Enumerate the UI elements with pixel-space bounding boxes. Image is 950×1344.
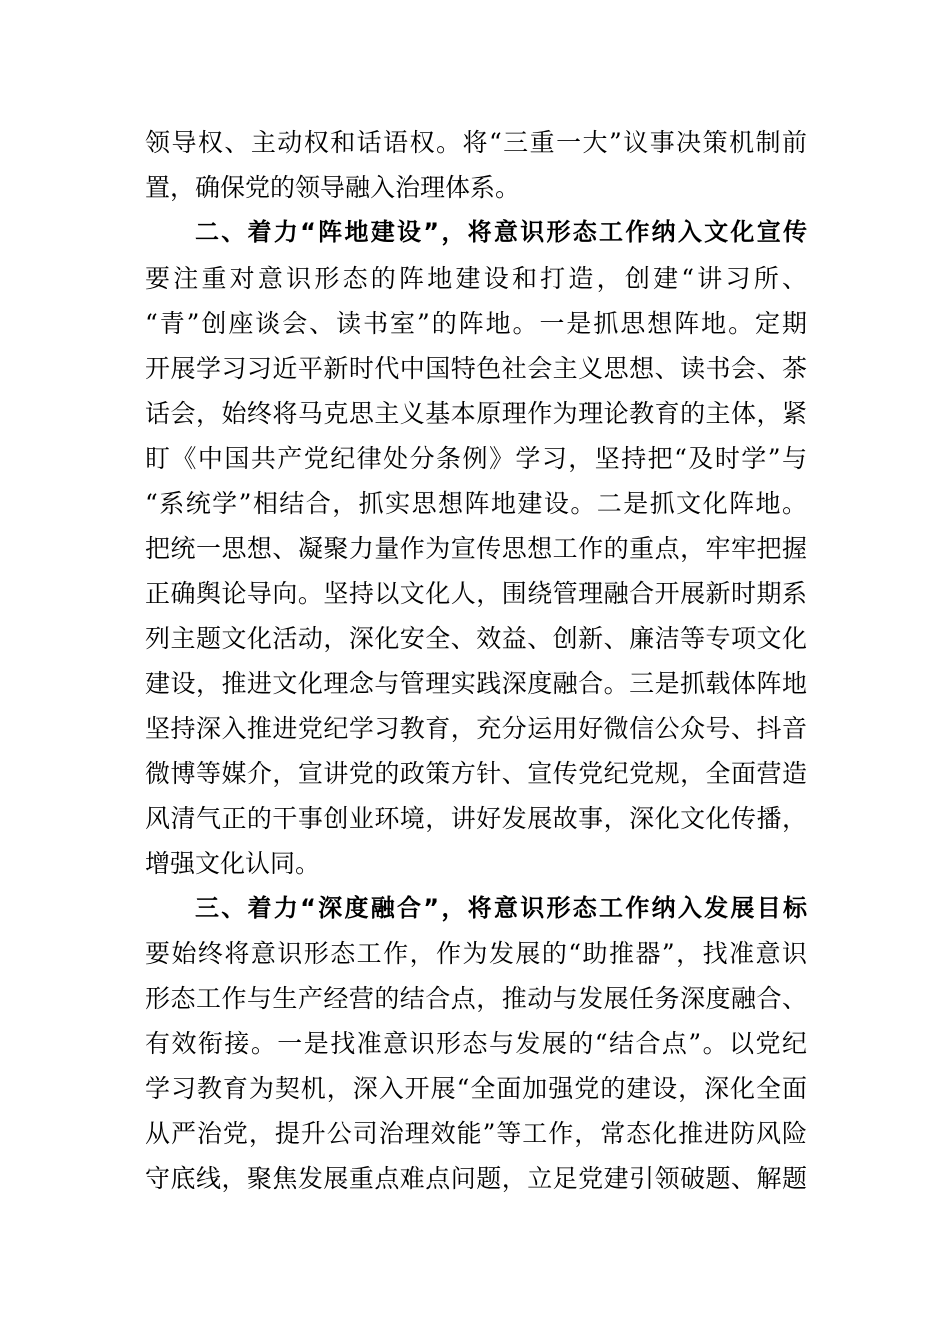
body-text-line: 列主题文化活动，深化安全、效益、创新、廉洁等专项文化 xyxy=(145,624,807,653)
body-text-line: 置，确保党的领导融入治理体系。 xyxy=(145,173,521,202)
body-text-line: 建设，推进文化理念与管理实践深度融合。三是抓载体阵地 xyxy=(145,669,807,698)
body-text-line: 学习教育为契机，深入开展“全面加强党的建设，深化全面 xyxy=(145,1074,807,1103)
body-text-line: 领导权、主动权和话语权。将“三重一大”议事决策机制前 xyxy=(145,128,807,157)
body-text-line: 微博等媒介，宣讲党的政策方针、宣传党纪党规，全面营造 xyxy=(145,759,807,788)
body-text-line: 正确舆论导向。坚持以文化人，围绕管理融合开展新时期系 xyxy=(145,579,807,608)
body-text-line: 风清气正的干事创业环境，讲好发展故事，深化文化传播， xyxy=(145,804,807,833)
body-text-line: 把统一思想、凝聚力量作为宣传思想工作的重点，牢牢把握 xyxy=(145,534,807,563)
body-text-line: 守底线，聚焦发展重点难点问题，立足党建引领破题、解题 xyxy=(145,1164,807,1193)
body-text-line: 盯《中国共产党纪律处分条例》学习，坚持把“及时学”与 xyxy=(145,444,807,473)
body-text-line: 从严治党，提升公司治理效能”等工作，常态化推进防风险 xyxy=(145,1119,807,1148)
body-text-line: “系统学”相结合，抓实思想阵地建设。二是抓文化阵地。 xyxy=(145,489,807,518)
body-text-line: 有效衔接。一是找准意识形态与发展的“结合点”。以党纪 xyxy=(145,1029,807,1058)
section-heading: 二、着力“阵地建设”，将意识形态工作纳入文化宣传 xyxy=(195,218,807,246)
body-text-line: 坚持深入推进党纪学习教育，充分运用好微信公众号、抖音 xyxy=(145,714,807,743)
body-text-line: “青”创座谈会、读书室”的阵地。一是抓思想阵地。定期 xyxy=(145,309,807,338)
section-heading: 三、着力“深度融合”，将意识形态工作纳入发展目标 xyxy=(195,894,807,922)
body-text-line: 开展学习习近平新时代中国特色社会主义思想、读书会、茶 xyxy=(145,354,807,383)
body-text-line: 形态工作与生产经营的结合点，推动与发展任务深度融合、 xyxy=(145,984,807,1013)
body-text-line: 要注重对意识形态的阵地建设和打造，创建“讲习所、 xyxy=(145,264,807,293)
body-text-line: 增强文化认同。 xyxy=(145,849,321,878)
body-text-line: 要始终将意识形态工作，作为发展的“助推器”，找准意识 xyxy=(145,939,807,968)
body-text-line: 话会，始终将马克思主义基本原理作为理论教育的主体，紧 xyxy=(145,399,807,428)
